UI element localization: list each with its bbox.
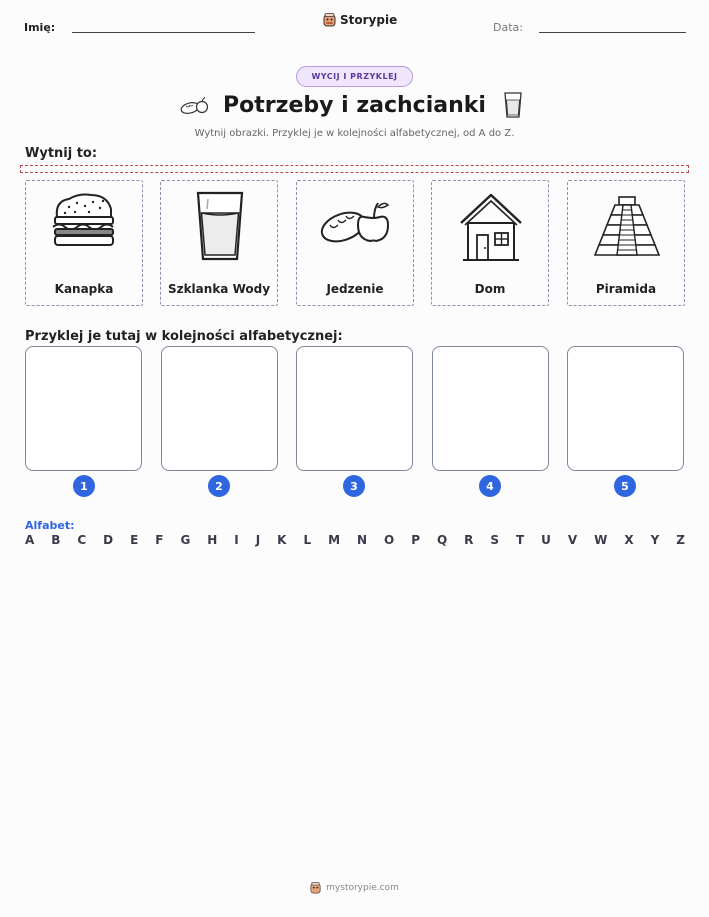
- slot-number-5: 5: [614, 475, 636, 497]
- slot-number-2: 2: [208, 475, 230, 497]
- cut-card-house[interactable]: [431, 180, 549, 306]
- paste-slot-1[interactable]: [25, 346, 142, 471]
- name-label: Imię:: [24, 21, 56, 34]
- alphabet-letter: J: [255, 533, 261, 547]
- sandwich-icon: [45, 187, 125, 267]
- alphabet-letter: X: [624, 533, 634, 547]
- alphabet-letter: U: [541, 533, 551, 547]
- alphabet-letter: G: [180, 533, 191, 547]
- alphabet-letter: Z: [676, 533, 685, 547]
- alphabet-letter: T: [515, 533, 525, 547]
- cut-card-water-glass[interactable]: [160, 180, 278, 306]
- bread-apple-icon: [316, 187, 396, 267]
- brand-name: Storypie: [340, 13, 398, 27]
- storypie-mascot-icon: [310, 882, 321, 894]
- date-line[interactable]: [539, 32, 686, 33]
- alphabet-letter: S: [490, 533, 499, 547]
- alphabet-letter: D: [103, 533, 114, 547]
- alphabet-letter: A: [25, 533, 35, 547]
- activity-badge: WYCIJ I PRZYKLEJ: [296, 66, 413, 87]
- page-title: Potrzeby i zachcianki: [223, 93, 486, 118]
- alphabet-letter: V: [567, 533, 578, 547]
- alphabet-letter: F: [155, 533, 164, 547]
- paste-slot-2[interactable]: [161, 346, 278, 471]
- cut-card-pyramid[interactable]: [567, 180, 685, 306]
- alphabet-label: Alfabet:: [25, 519, 75, 532]
- paste-slot-4[interactable]: [432, 346, 549, 471]
- alphabet-letter: I: [234, 533, 239, 547]
- alphabet-letter: O: [384, 533, 395, 547]
- alphabet-letter: C: [77, 533, 87, 547]
- alphabet-letter: K: [277, 533, 287, 547]
- brand-logo: [323, 13, 397, 27]
- card-label: Dom: [474, 282, 506, 296]
- alphabet-letter: L: [303, 533, 312, 547]
- alphabet-letter: R: [464, 533, 474, 547]
- alphabet-letter: H: [207, 533, 218, 547]
- alphabet-letter: N: [357, 533, 368, 547]
- storypie-mascot-icon: [323, 13, 336, 27]
- alphabet-letter: P: [411, 533, 420, 547]
- name-line[interactable]: [72, 32, 255, 33]
- cut-heading: Wytnij to:: [25, 146, 98, 161]
- slot-number-3: 3: [343, 475, 365, 497]
- card-label: Piramida: [595, 282, 657, 296]
- house-icon: [451, 187, 531, 267]
- card-label: Jedzenie: [326, 282, 384, 296]
- card-label: Szklanka Wody: [167, 282, 271, 296]
- alphabet-letter: Q: [436, 533, 448, 547]
- cut-card-sandwich[interactable]: [25, 180, 143, 306]
- card-label: Kanapka: [54, 282, 114, 296]
- alphabet-letter: B: [51, 533, 61, 547]
- footer: [0, 882, 709, 894]
- footer-url[interactable]: mystorypie.com: [326, 883, 399, 893]
- slot-number-4: 4: [479, 475, 501, 497]
- date-label: Data:: [493, 21, 523, 34]
- slot-number-1: 1: [73, 475, 95, 497]
- alphabet-row: [25, 533, 685, 547]
- water-glass-icon: [180, 187, 260, 267]
- instructions: Wytnij obrazki. Przyklej je w kolejności alfabetycznej, od A do Z.: [194, 128, 515, 139]
- alphabet-letter: W: [594, 533, 608, 547]
- paste-slot-3[interactable]: [296, 346, 413, 471]
- water-glass-title-icon: [503, 91, 523, 119]
- alphabet-letter: Y: [650, 533, 660, 547]
- cut-line: [20, 165, 689, 173]
- paste-slot-5[interactable]: [567, 346, 684, 471]
- paste-heading: Przyklej je tutaj w kolejności alfabetycznej:: [25, 329, 343, 344]
- alphabet-letter: M: [328, 533, 341, 547]
- cut-card-food[interactable]: [296, 180, 414, 306]
- pyramid-icon: [587, 187, 667, 267]
- alphabet-letter: E: [130, 533, 139, 547]
